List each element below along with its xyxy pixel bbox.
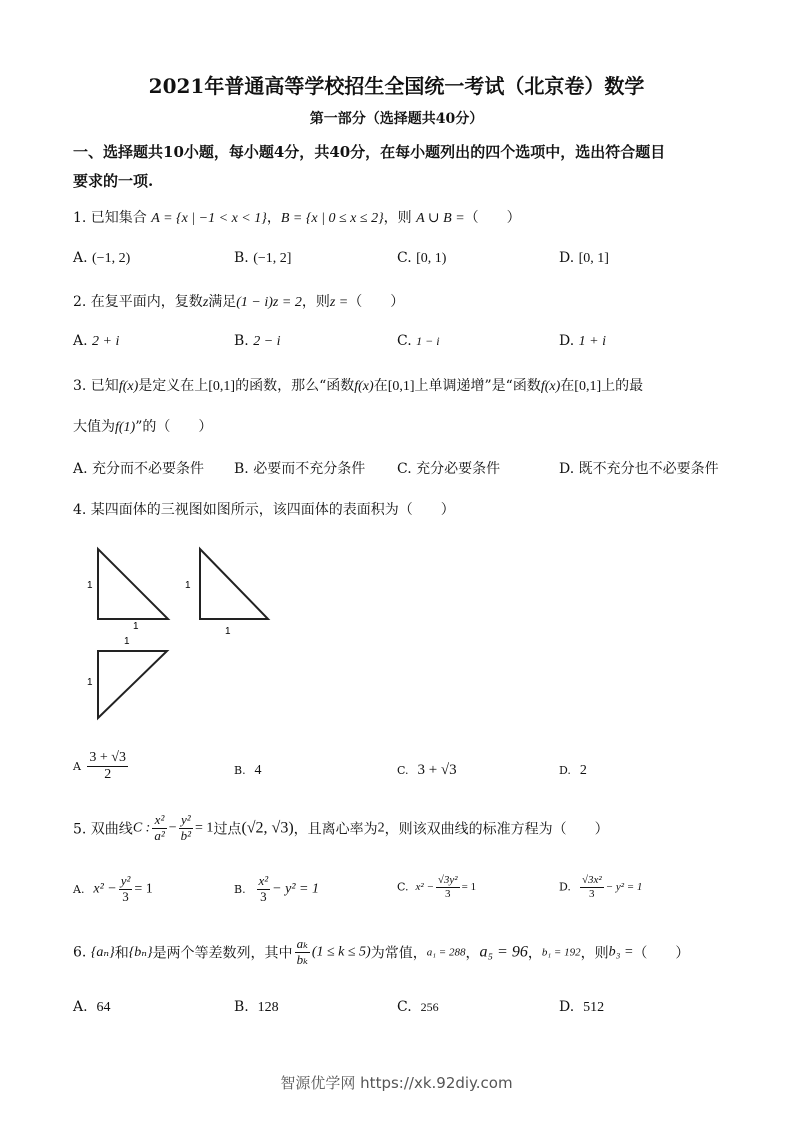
q1-text-b: ，则	[383, 210, 417, 226]
q3-text: 在	[560, 378, 575, 394]
option-letter: D.	[559, 333, 575, 349]
option-letter: A.	[73, 250, 88, 266]
q2-z-eq: z =	[329, 295, 349, 310]
option-letter: C.	[397, 764, 409, 777]
option-letter: B.	[234, 333, 249, 349]
q5-option-c[interactable]	[397, 874, 476, 900]
q6-a5: a₅ = 96	[479, 943, 528, 961]
option-letter: D.	[559, 461, 575, 477]
q1-sep: ，	[266, 210, 281, 226]
option-value: 3 + √3	[417, 762, 457, 778]
option-term: x² −	[93, 881, 117, 897]
option-term: = 1	[461, 881, 477, 894]
option-value: 64	[96, 1000, 111, 1015]
top-height-label: 1	[87, 677, 93, 688]
section-instructions-line2: 要求的一项.	[73, 172, 154, 190]
fraction-numerator: x²	[152, 813, 166, 829]
q1-option-b[interactable]	[234, 250, 291, 267]
q1-option-c[interactable]	[397, 250, 446, 267]
q6-range: (1 ≤ k ≤ 5)	[311, 944, 371, 960]
option-value: 1 − i	[416, 334, 440, 348]
footer-watermark[interactable]: 智源优学网 https://xk.92diy.com	[280, 1074, 513, 1092]
option-value: 2	[579, 763, 587, 778]
q2-option-b[interactable]	[234, 333, 281, 350]
q3-fx: f(x)	[118, 379, 139, 394]
question-5-stem	[73, 813, 609, 844]
q6-number: 6.	[73, 944, 87, 961]
option-letter: D.	[559, 250, 575, 266]
fraction-denominator: bₖ	[296, 951, 308, 967]
q2-blank: （ ）	[348, 294, 405, 310]
question-1-stem	[73, 207, 521, 227]
q3-text: 上单调递增”是“函数	[414, 378, 541, 394]
q5-option-b[interactable]	[234, 874, 319, 905]
q1-set-b: B = {x | 0 ≤ x ≤ 2}	[280, 211, 384, 226]
fraction-denominator: 3	[589, 887, 595, 900]
q6-a1: a₁ = 288	[426, 946, 466, 959]
q3-f1: f(1)	[115, 420, 136, 435]
q6-option-c[interactable]	[397, 999, 439, 1015]
front-view-triangle	[98, 549, 168, 619]
top-width-label: 1	[124, 636, 130, 647]
option-value: 充分而不必要条件	[92, 461, 205, 477]
option-letter: C.	[397, 461, 412, 477]
q2-equation: (1 − i)z = 2	[236, 295, 302, 310]
option-letter: D.	[559, 764, 571, 777]
side-view-triangle	[200, 549, 268, 619]
fraction-denominator: a²	[154, 827, 165, 843]
q5-frac-y	[179, 813, 193, 844]
page-title: 2021年普通高等学校招生全国统一考试（北京卷）数学	[148, 74, 645, 98]
option-letter: B.	[234, 882, 246, 896]
q4-option-a[interactable]	[73, 750, 130, 783]
option-term: − y² = 1	[272, 881, 319, 897]
fraction-denominator: 2	[104, 767, 112, 783]
option-letter: A.	[73, 461, 88, 477]
q6-b1: b₁ = 192	[541, 946, 581, 959]
side-width-label: 1	[225, 626, 231, 637]
q6-seq-a: {aₙ}	[90, 944, 115, 960]
q5-option-a[interactable]	[73, 874, 153, 905]
q3-text: 3. 已知	[73, 378, 119, 394]
option-term: x² −	[415, 881, 434, 894]
q5-minus: −	[168, 820, 177, 836]
q4-option-d[interactable]	[559, 762, 587, 779]
q3-blank: ”的（ ）	[135, 419, 213, 435]
q1-blank: （ ）	[464, 210, 521, 226]
question-3-stem-line1	[73, 375, 643, 395]
q2-option-a[interactable]	[73, 333, 119, 350]
q6-ratio	[295, 937, 310, 968]
q5-text-c: ，且离心率为	[293, 821, 378, 838]
fraction-numerator: x²	[258, 873, 269, 888]
option-letter: A.	[73, 333, 88, 349]
question-6-stem	[73, 937, 689, 968]
option-value: 4	[254, 763, 262, 778]
fraction-denominator: 3	[122, 888, 129, 904]
option-value: [0, 1]	[578, 251, 609, 266]
q5-text-a: 5. 双曲线	[73, 821, 133, 838]
q1-option-d[interactable]	[559, 250, 609, 267]
q5-text-b: 过点	[213, 821, 242, 838]
option-letter: B.	[234, 999, 249, 1015]
q3-interval: [0,1]	[387, 379, 415, 394]
q3-option-a[interactable]	[73, 458, 204, 478]
option-value: 2 + i	[92, 334, 120, 349]
q4-option-b[interactable]	[234, 762, 262, 779]
option-letter: A.	[73, 999, 88, 1015]
option-value: 256	[420, 1000, 439, 1014]
q6-blank: （ ）	[633, 945, 690, 962]
option-letter: A	[73, 760, 81, 774]
option-value: 既不充分也不必要条件	[578, 461, 719, 477]
q3-text: 大值为	[73, 419, 115, 435]
fraction-denominator: 3	[260, 888, 267, 904]
q2-text-b: 满足	[208, 294, 237, 310]
q3-text: 在	[373, 378, 388, 394]
option-letter: C.	[397, 250, 412, 266]
option-value: 充分必要条件	[416, 461, 501, 477]
question-3-stem-line2	[73, 416, 212, 436]
q2-text-a: 2. 在复平面内，复数	[73, 294, 203, 310]
side-height-label: 1	[185, 580, 191, 591]
q5-point: (√2, √3)	[241, 819, 294, 837]
q6-option-a[interactable]	[73, 999, 110, 1016]
q1-option-a[interactable]	[73, 250, 130, 267]
q5-text-d: ，则该双曲线的标准方程为（ ）	[384, 821, 609, 838]
option-value: 2 − i	[253, 334, 281, 349]
front-height-label: 1	[87, 580, 93, 591]
q3-option-c[interactable]	[397, 458, 500, 478]
q6-option-b[interactable]	[234, 999, 279, 1016]
q6-and: 和	[114, 945, 129, 962]
option-letter: C.	[397, 333, 412, 349]
q6-text-c: 为常值，	[370, 945, 427, 962]
q6-b3: b₃ =	[608, 944, 634, 960]
option-value: 512	[583, 1000, 605, 1015]
option-value: (−1, 2)	[92, 251, 131, 266]
fraction-numerator: y²	[179, 813, 193, 829]
q6-text-b: 是两个等差数列，其中	[152, 945, 293, 962]
option-letter: C.	[397, 999, 412, 1015]
q6-option-d[interactable]	[559, 999, 604, 1016]
q2-option-c[interactable]	[397, 333, 440, 349]
option-letter: B.	[234, 250, 249, 266]
question-2-stem	[73, 291, 404, 311]
q3-interval: [0,1]	[208, 379, 236, 394]
option-fraction	[119, 874, 133, 905]
three-view-figure	[70, 540, 290, 730]
option-letter: B.	[234, 764, 246, 777]
question-4-stem: 4. 某四面体的三视图如图所示，该四面体的表面积为（ ）	[73, 502, 455, 518]
q5-eccentricity: 2	[377, 820, 385, 836]
q5-option-d[interactable]	[559, 874, 642, 900]
option-value: (−1, 2]	[253, 251, 292, 266]
option-letter: D.	[559, 880, 571, 894]
top-view-triangle	[98, 651, 167, 718]
section-instructions-line1: 一、选择题共10小题，每小题4分，共40分，在每小题列出的四个选项中，选出符合题目	[73, 143, 666, 161]
q6-seq-b: {bₙ}	[128, 944, 153, 960]
q2-text-c: ，则	[301, 294, 330, 310]
q3-option-d[interactable]	[559, 458, 719, 478]
q6-comma: ，	[465, 945, 480, 962]
option-value: 128	[257, 1000, 279, 1015]
fraction-denominator: b²	[180, 827, 192, 843]
q6-comma: ，	[527, 945, 542, 962]
q2-var-z: z	[202, 295, 209, 310]
q1-union: A ∪ B =	[416, 211, 465, 226]
option-fraction	[436, 874, 460, 900]
option-letter: D.	[559, 999, 575, 1015]
fraction-numerator: y²	[120, 873, 131, 888]
front-width-label: 1	[133, 621, 139, 632]
q5-frac-x	[152, 813, 166, 844]
section-subtitle: 第一部分（选择题共40分）	[309, 111, 484, 127]
q3-fx: f(x)	[354, 379, 374, 394]
q3-text: 的函数，那么“函数	[235, 378, 355, 394]
fraction-denominator: 3	[445, 887, 451, 900]
q3-fx: f(x)	[540, 379, 561, 394]
q4-a-fraction	[87, 750, 128, 783]
q1-text-a: 1. 已知集合	[73, 210, 152, 226]
q3-text: 是定义在上	[138, 378, 209, 394]
option-fraction	[580, 874, 604, 900]
q1-set-a: A = {x | −1 < x < 1}	[151, 211, 267, 226]
option-value: 1 + i	[578, 334, 606, 349]
option-value: 必要而不充分条件	[253, 461, 366, 477]
q2-option-d[interactable]	[559, 333, 606, 350]
q5-eq: = 1	[195, 820, 214, 836]
q3-interval: [0,1]	[574, 379, 602, 394]
option-letter: A.	[73, 882, 85, 896]
option-term: − y² = 1	[605, 881, 643, 894]
fraction-numerator: 3 + √3	[87, 750, 128, 767]
q3-text: 上的最	[601, 378, 644, 394]
q5-curve-c: C :	[132, 820, 151, 836]
option-value: [0, 1)	[416, 251, 447, 266]
fraction-numerator: √3x²	[581, 874, 602, 886]
q3-option-b[interactable]	[234, 458, 365, 478]
q4-option-c[interactable]	[397, 762, 457, 779]
fraction-numerator: aₖ	[296, 936, 308, 951]
q6-text-d: ，则	[580, 945, 609, 962]
option-term: = 1	[134, 881, 153, 897]
option-letter: C.	[397, 880, 409, 894]
option-letter: B.	[234, 461, 249, 477]
fraction-numerator: √3y²	[437, 874, 458, 886]
option-fraction	[257, 874, 271, 905]
